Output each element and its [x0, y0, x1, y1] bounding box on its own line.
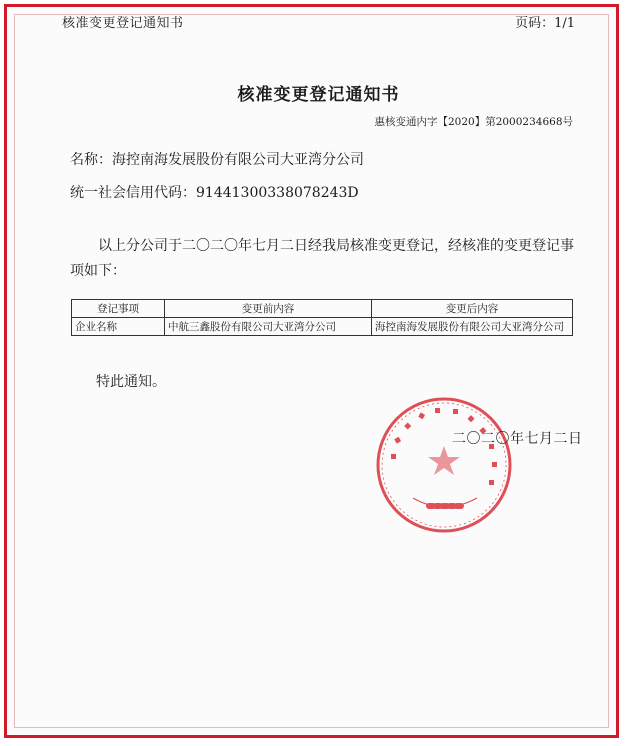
credit-code-line	[70, 182, 359, 202]
body-paragraph: 以上分公司于二〇二〇年七月二日经我局核准变更登记，经核准的变更登记事项如下：	[70, 238, 574, 279]
cell-item: 企业名称	[72, 318, 165, 336]
credit-code-value: 91441300338078243D	[196, 185, 359, 201]
company-name-value: 海控南海发展股份有限公司大亚湾分公司	[112, 152, 364, 168]
column-header-before: 变更前内容	[165, 300, 372, 318]
document-number: 惠核变通内字【2020】第2000234668号	[374, 116, 573, 128]
table-header-row	[72, 300, 573, 318]
cell-before: 中航三鑫股份有限公司大亚湾分公司	[165, 318, 372, 336]
table-row	[72, 318, 573, 336]
document-title: 核准变更登记通知书	[237, 85, 400, 105]
credit-code-label: 统一社会信用代码：	[70, 185, 196, 201]
header-doc-label: 核准变更登记通知书	[62, 16, 184, 31]
notice-text: 特此通知。	[96, 374, 166, 390]
changes-table	[71, 299, 573, 336]
company-name-line	[70, 149, 364, 169]
page-indicator: 页码：1/1	[515, 16, 575, 31]
column-header-item: 登记事项	[72, 300, 165, 318]
issue-date: 二〇二〇年七月二日	[452, 431, 583, 447]
company-name-label: 名称：	[70, 152, 112, 168]
official-seal-stamp	[373, 394, 515, 536]
column-header-after: 变更后内容	[372, 300, 573, 318]
cell-after: 海控南海发展股份有限公司大亚湾分公司	[372, 318, 573, 336]
seal-star-icon	[428, 446, 460, 475]
